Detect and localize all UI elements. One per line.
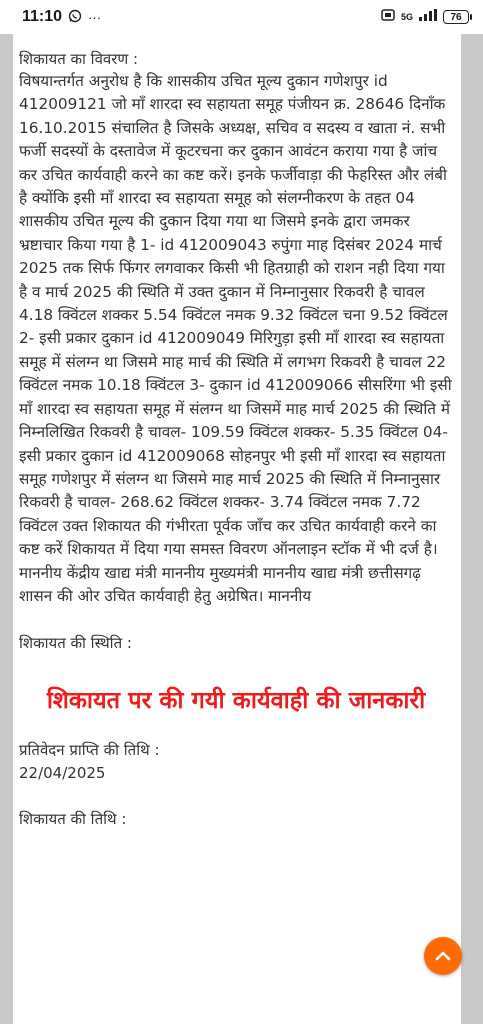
report-date-label: प्रतिवेदन प्राप्ति की तिथि :: [19, 741, 160, 760]
whatsapp-icon: [68, 9, 82, 26]
report-date-value: 22/04/2025: [19, 764, 106, 783]
complaint-details-text: विषयान्तर्गत अनुरोध है कि शासकीय उचित मूल्य दुकान गणेशपुर id 412009121 जो माँ शारदा स्व सहायता समूह पंजीयन क्र. 28646 दिनाँक 16.10.2015 संचालित है जिसके अध्यक्ष, सचिव व सदस्य व खाता नं. सभी फर्जी सदस्यों के दस्तावेज में कूटरचना कर दुकान आवंटन कराया गया है जांच कर उचित कार्यवाही करने का कष्ट करें। इनके फर्जीवाड़ा की फेहरिस्त और लंबी है क्योंकि इसी माँ शारदा स्व सहायता समूह को संलग्नीकरण के तहत 04 शासकीय उचित मूल्य की दुकान दिया गया था जिसमे इनके द्वारा जमकर भ्रष्टाचार किया गया है 1- id 412009043 रुपुंगा माह दिसंबर 2024 मार्च 2025 तक सिर्फ फिंगर लगवाकर किसी भी हितग्राही को राशन नही दिया गया है व मार्च 2025 की स्थिति में उक्त दुकान में निम्नानुसार रिकवरी है चावल 4.18 क्विंटल शक्कर 5.54 क्विंटल नमक 9.32 क्विंटल चना 9.52 क्विंटल 2- इसी प्रकार दुकान id 412009049 मिरिगुड़ा इसी माँ शारदा स्व सहायता समूह में संलग्न था जिसमे माह मार्च की स्थिति में लगभग रिकवरी है चावल 22 क्विंटल नमक 10.18 क्विंटल 3- दुकान id 412009066 सीसरिंगा भी इसी माँ शारदा स्व सहायता समूह में संलग्न था जिसमें माह मार्च 2025 की स्थिति में निम्नलिखित रिकवरी है चावल- 109.59 क्विंटल शक्कर- 5.35 क्विंटल 04- इसी प्रकार दुकान id 412009068 सोहनपुर भी इसी माँ शारदा स्व सहायता समूह गणेशपुर में संलग्न था जिसमे माह मार्च 2025 की स्थिति में निम्नानुसार रिकवरी है चावल- 268.62 क्विंटल शक्कर- 3.74 क्विंटल नमक 7.72 क्विंटल उक्त शिकायत की गंभीरता पूर्वक जाँच कर उचित कार्यवाही करने का कष्ट करें शिकायत में दिया गया समस्त विवरण ऑनलाइन स्टॉक में भी दर्ज है। माननीय केंद्रीय खाद्य मंत्री माननीय मुख्यमंत्री माननीय खाद्य मंत्री छत्तीसगढ़ शासन की ओर उचित कार्यवाही हेतु अग्रेषित। माननीय: [19, 72, 452, 605]
page-margin-right: [461, 34, 483, 1024]
more-notifications-icon: ···: [88, 9, 102, 25]
complaint-detail-card: [13, 34, 461, 1024]
complaint-status-label: शिकायत की स्थिति :: [19, 634, 132, 653]
page: [0, 34, 483, 1024]
clock: 11:10: [22, 8, 63, 25]
chevron-up-icon: [435, 947, 451, 966]
page-margin-left: [0, 34, 13, 1024]
action-taken-heading: शिकायत पर की गयी कार्यवाही की जानकारी: [46, 686, 426, 715]
network-type: 5G: [400, 11, 413, 22]
complaint-date-label: शिकायत की तिथि :: [19, 810, 127, 829]
status-bar-left: [22, 8, 101, 26]
signal-icon: [419, 8, 437, 26]
screen-record-icon: [381, 8, 395, 27]
status-bar: [0, 0, 483, 34]
battery-icon: 76: [443, 10, 469, 24]
scroll-to-top-button[interactable]: [424, 937, 462, 975]
status-bar-right: [381, 8, 469, 27]
complaint-details-label: शिकायत का विवरण :: [19, 50, 139, 68]
